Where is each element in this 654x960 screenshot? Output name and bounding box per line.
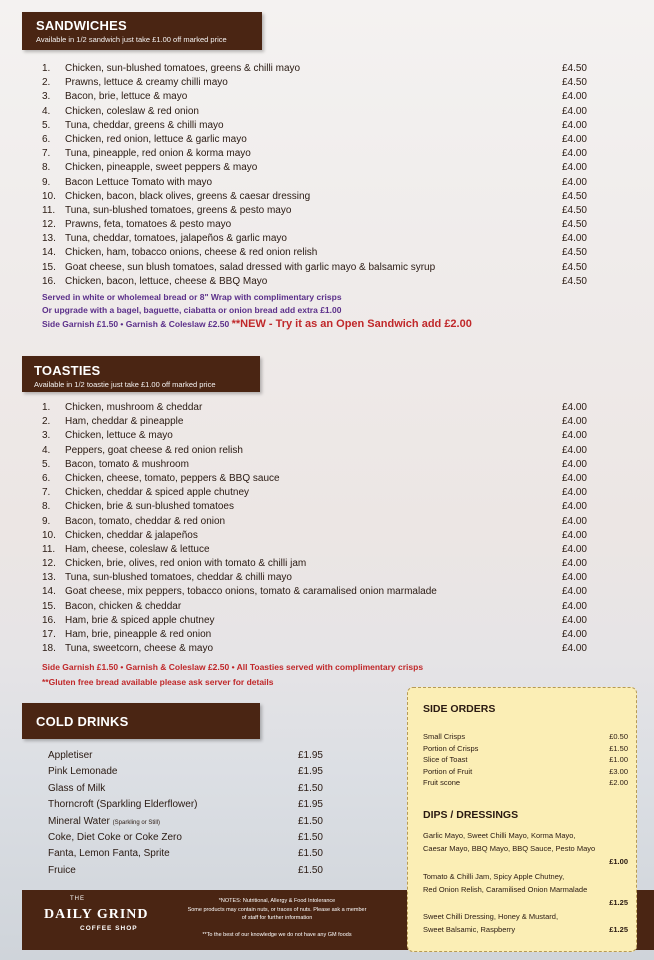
menu-item	[42, 246, 587, 260]
menu-item	[42, 600, 587, 614]
side-order-price: £1.50	[609, 743, 628, 753]
sandwiches-note-bread: Served in white or wholemeal bread or 8" Wrap with complimentary crisps	[42, 292, 342, 302]
item-price: £4.50	[561, 204, 587, 216]
item-name	[65, 133, 247, 147]
item-name	[65, 62, 300, 76]
item-name	[48, 814, 160, 831]
item-name	[65, 486, 249, 500]
side-order-name: Portion of Crisps	[423, 743, 479, 753]
item-number: 11.	[42, 204, 56, 216]
item-price: £1.50	[297, 864, 323, 876]
item-price: £1.50	[297, 848, 323, 860]
item-name-text: Appletiser	[48, 750, 93, 761]
item-name-text: Chicken, ham, tobacco onions, cheese & red onion relish	[65, 247, 318, 259]
item-name-text: Goat cheese, mix peppers, tobacco onions, tomato & caramalised onion marmalade	[65, 586, 437, 598]
item-price: £4.50	[561, 219, 587, 231]
item-number: 17.	[42, 629, 56, 640]
item-price: £4.00	[561, 133, 587, 145]
item-number: 3.	[42, 91, 51, 103]
item-price: £4.00	[561, 515, 587, 527]
item-number: 13.	[42, 572, 56, 584]
item-price: £4.00	[561, 529, 587, 541]
sandwiches-note-garnish	[42, 318, 472, 330]
dips-group-2-line-1: Tomato & Chilli Jam, Spicy Apple Chutney,	[423, 872, 565, 881]
item-price: £4.00	[561, 233, 587, 245]
sandwiches-header	[22, 12, 262, 50]
side-order-name: Fruit scone	[423, 778, 461, 788]
item-name-text: Chicken, brie & sun-blushed tomatoes	[65, 501, 234, 513]
menu-item	[42, 557, 587, 571]
item-name	[65, 147, 251, 161]
item-name-text: Chicken, mushroom & cheddar	[65, 402, 203, 413]
item-name	[65, 401, 202, 415]
logo-subtitle: COFFEE SHOP	[80, 925, 138, 932]
item-name	[65, 204, 291, 218]
item-name	[48, 781, 105, 798]
item-number: 6.	[42, 472, 51, 484]
menu-item	[42, 176, 587, 190]
item-name-text: Prawns, lettuce & creamy chilli mayo	[65, 77, 228, 89]
menu-item	[42, 458, 587, 472]
menu-item	[42, 190, 587, 204]
footer-note-2: Some products may contain nuts, or traces of nuts. Please ask a member	[187, 907, 367, 913]
menu-item	[48, 781, 323, 797]
dips-group-2	[423, 870, 628, 910]
menu-item	[42, 232, 587, 246]
toasties-note-garnish: Side Garnish £1.50 • Garnish & Coleslaw £2.50 • All Toasties served with complimentary crisps	[42, 662, 424, 672]
item-name	[65, 543, 210, 557]
item-name-text: Tuna, sun-blushed tomatoes, greens & pesto mayo	[65, 204, 292, 216]
menu-item	[42, 515, 587, 529]
dips-title: DIPS / DRESSINGS	[423, 809, 519, 821]
item-name	[65, 472, 280, 486]
item-price: £4.50	[561, 275, 587, 287]
menu-item	[48, 797, 323, 813]
item-name	[65, 600, 181, 614]
item-name-text: Chicken, bacon, lettuce, cheese & BBQ Mayo	[65, 275, 268, 287]
item-price: £4.00	[561, 402, 587, 413]
item-name	[65, 614, 215, 628]
menu-item	[42, 204, 587, 218]
item-name	[65, 232, 287, 246]
item-name	[48, 764, 118, 781]
item-name	[65, 176, 212, 190]
menu-item	[48, 764, 323, 780]
item-number: 7.	[42, 148, 51, 160]
menu-item	[42, 543, 587, 557]
menu-item	[42, 614, 587, 628]
item-number: 5.	[42, 119, 51, 131]
dips-group-2-line-2: Red Onion Relish, Caramilised Onion Marmalade	[423, 885, 588, 894]
item-name-text: Bacon, tomato, cheddar & red onion	[65, 515, 226, 527]
item-name-text: Chicken, red onion, lettuce & garlic mayo	[65, 133, 247, 145]
item-name	[65, 529, 198, 543]
item-name	[65, 218, 231, 232]
side-order-price: £0.50	[609, 732, 628, 741]
item-price: £1.50	[297, 782, 323, 794]
dips-group-3	[423, 910, 628, 940]
item-name	[65, 642, 213, 656]
item-price: £4.00	[561, 600, 587, 612]
cold-drinks-header	[22, 703, 260, 739]
item-price: £1.95	[297, 766, 323, 778]
item-name-text: Bacon, chicken & cheddar	[65, 600, 182, 612]
item-name	[65, 500, 234, 514]
item-number: 2.	[42, 77, 51, 89]
item-name-text: Ham, cheddar & pineapple	[65, 416, 184, 428]
menu-item	[42, 415, 587, 429]
item-number: 3.	[42, 430, 51, 442]
item-price: £4.00	[561, 148, 587, 160]
item-price: £4.00	[561, 643, 587, 655]
item-name	[65, 585, 437, 599]
menu-item	[48, 863, 323, 879]
item-price: £1.95	[297, 750, 323, 761]
sandwiches-note-garnish-text: Side Garnish £1.50 • Garnish & Coleslaw £2.50	[42, 319, 230, 329]
item-name	[65, 628, 211, 642]
item-name	[65, 246, 317, 260]
item-name-text: Mineral Water	[48, 815, 113, 827]
menu-item	[42, 642, 587, 656]
toasties-note-gluten: **Gluten free bread available please ask server for details	[42, 677, 274, 687]
item-name-text: Chicken, bacon, black olives, greens & caesar dressing	[65, 190, 311, 202]
item-note: (Sparkling or Still)	[112, 819, 161, 826]
item-price: £4.00	[561, 629, 587, 640]
item-name	[65, 571, 292, 585]
item-number: 1.	[42, 402, 51, 413]
sandwiches-note-upgrade: Or upgrade with a bagel, baguette, ciabatta or onion bread add extra £1.00	[42, 305, 342, 315]
menu-item	[42, 76, 587, 90]
item-number: 4.	[42, 105, 51, 117]
side-order-price: £1.00	[609, 755, 628, 765]
item-number: 6.	[42, 133, 51, 145]
toasties-list	[42, 401, 587, 656]
side-orders-list	[423, 731, 628, 789]
dips-group-1	[423, 829, 628, 869]
item-name-text: Coke, Diet Coke or Coke Zero	[48, 831, 182, 843]
side-orders-title: SIDE ORDERS	[423, 703, 496, 715]
menu-item	[42, 161, 587, 175]
item-price: £4.00	[561, 614, 587, 626]
item-name-text: Bacon, tomato & mushroom	[65, 458, 189, 470]
item-name-text: Fruice	[48, 864, 76, 876]
item-name	[65, 161, 257, 175]
item-name	[65, 105, 199, 119]
item-number: 13.	[42, 233, 56, 245]
side-order-item	[423, 777, 628, 789]
item-number: 9.	[42, 515, 51, 527]
item-price: £4.50	[561, 77, 587, 89]
side-order-item	[423, 743, 628, 755]
toasties-header	[22, 356, 260, 392]
item-number: 12.	[42, 558, 56, 570]
menu-item	[42, 119, 587, 133]
item-price: £4.50	[561, 261, 587, 273]
sandwiches-note-new: **NEW - Try it as an Open Sandwich add £2.00	[231, 318, 472, 330]
menu-item	[48, 830, 323, 846]
item-number: 16.	[42, 275, 56, 287]
menu-item	[42, 444, 587, 458]
item-number: 12.	[42, 219, 56, 231]
item-name-text: Bacon, brie, lettuce & mayo	[65, 91, 188, 103]
footer-note-4: **To the best of our knowledge we do not have any GM foods	[202, 932, 352, 938]
item-number: 7.	[42, 487, 51, 499]
toasties-subtitle: Available in 1/2 toastie just take £1.00 off marked price	[34, 380, 216, 389]
item-name-text: Glass of Milk	[48, 782, 106, 794]
item-name	[65, 444, 243, 458]
menu-item	[42, 529, 587, 543]
cold-drinks-list	[48, 748, 323, 879]
item-name	[65, 119, 224, 133]
item-name-text: Pink Lemonade	[48, 766, 118, 778]
item-number: 15.	[42, 600, 56, 612]
item-name-text: Tuna, sweetcorn, cheese & mayo	[65, 643, 214, 655]
item-price: £4.00	[561, 430, 587, 442]
item-price: £4.00	[561, 543, 587, 555]
item-number: 8.	[42, 162, 51, 174]
item-number: 10.	[42, 529, 56, 541]
item-price: £4.00	[561, 105, 587, 117]
dips-group-3-price: £1.25	[609, 925, 628, 934]
item-name-text: Chicken, cheddar & spiced apple chutney	[65, 487, 250, 499]
sandwiches-subtitle: Available in 1/2 sandwich just take £1.00 off marked price	[36, 35, 227, 44]
menu-item	[42, 571, 587, 585]
item-number: 11.	[42, 543, 56, 555]
item-price: £4.00	[561, 119, 587, 131]
item-price: £1.95	[297, 799, 323, 811]
toasties-title: TOASTIES	[34, 363, 101, 378]
side-orders-box	[407, 687, 637, 952]
item-number: 15.	[42, 261, 56, 273]
menu-item	[42, 585, 587, 599]
side-order-price: £3.00	[609, 766, 628, 776]
item-name	[48, 830, 182, 847]
menu-item	[42, 472, 587, 486]
item-name-text: Ham, brie & spiced apple chutney	[65, 614, 215, 626]
side-order-name: Slice of Toast	[423, 755, 468, 765]
dips-group-1-price: £1.00	[609, 857, 628, 866]
item-price: £4.00	[561, 558, 587, 570]
dips-group-1-line-1: Garlic Mayo, Sweet Chilli Mayo, Korma Mayo,	[423, 831, 576, 840]
item-name-text: Thorncroft (Sparkling Elderflower)	[48, 799, 198, 811]
item-name-text: Bacon Lettuce Tomato with mayo	[65, 176, 213, 188]
item-price: £4.00	[561, 487, 587, 499]
item-name	[65, 429, 173, 443]
item-name-text: Fanta, Lemon Fanta, Sprite	[48, 848, 170, 860]
item-price: £4.00	[561, 416, 587, 428]
item-name	[65, 415, 183, 429]
item-name	[65, 76, 228, 90]
menu-item	[42, 62, 587, 76]
item-name-text: Tuna, sun-blushed tomatoes, cheddar & chilli mayo	[65, 572, 292, 584]
side-order-item	[423, 731, 628, 743]
item-name	[48, 863, 76, 880]
menu-item	[42, 429, 587, 443]
item-price: £4.00	[561, 91, 587, 103]
dips-group-3-line-1: Sweet Chilli Dressing, Honey & Mustard,	[423, 912, 559, 921]
item-price: £4.50	[561, 190, 587, 202]
item-number: 14.	[42, 247, 56, 259]
item-name-text: Ham, brie, pineapple & red onion	[65, 629, 212, 640]
item-name-text: Tuna, pineapple, red onion & korma mayo	[65, 148, 251, 160]
item-name	[65, 190, 310, 204]
menu-item	[48, 748, 323, 764]
item-price: £4.00	[561, 586, 587, 598]
menu-item	[42, 218, 587, 232]
item-name-text: Tuna, cheddar, greens & chilli mayo	[65, 119, 224, 131]
menu-item	[42, 147, 587, 161]
item-price: £1.50	[297, 815, 323, 827]
item-name-text: Chicken, coleslaw & red onion	[65, 105, 199, 117]
item-price: £4.00	[561, 162, 587, 174]
item-number: 5.	[42, 458, 51, 470]
item-name-text: Chicken, brie, olives, red onion with tomato & chilli jam	[65, 558, 307, 570]
item-name-text: Chicken, cheese, tomato, peppers & BBQ sauce	[65, 472, 280, 484]
dips-group-2-price: £1.25	[609, 898, 628, 907]
item-price: £4.00	[561, 472, 587, 484]
item-number: 4.	[42, 444, 51, 456]
item-number: 1.	[42, 63, 51, 74]
item-name-text: Goat cheese, sun blush tomatoes, salad dressed with garlic mayo & balsamic syrup	[65, 261, 436, 273]
menu-item	[42, 500, 587, 514]
item-number: 18.	[42, 643, 56, 655]
menu-item	[48, 846, 323, 862]
item-name-text: Peppers, goat cheese & red onion relish	[65, 444, 243, 456]
menu-item	[42, 105, 587, 119]
item-price: £4.50	[561, 63, 587, 74]
item-name-text: Chicken, sun-blushed tomatoes, greens & chilli mayo	[65, 63, 301, 74]
item-price: £4.50	[561, 247, 587, 259]
side-order-item	[423, 754, 628, 766]
item-name-text: Ham, cheese, coleslaw & lettuce	[65, 543, 210, 555]
menu-item	[48, 814, 323, 830]
logo-name: DAILY GRIND	[44, 907, 149, 922]
dips-group-3-line-2: Sweet Balsamic, Raspberry	[423, 925, 516, 934]
footer-note-1: *NOTES: Nutritional, Allergy & Food Intolerance	[218, 898, 336, 904]
item-name	[65, 515, 225, 529]
item-number: 14.	[42, 586, 56, 598]
item-name	[65, 90, 187, 104]
footer-note-3: of staff for further information	[241, 915, 313, 921]
dips-group-1-line-2: Caesar Mayo, BBQ Mayo, BBQ Sauce, Pesto Mayo	[423, 844, 596, 853]
sandwiches-title: SANDWICHES	[36, 18, 127, 33]
side-order-name: Portion of Fruit	[423, 766, 473, 776]
item-price: £4.00	[561, 176, 587, 188]
menu-item	[42, 401, 587, 415]
item-name	[65, 557, 306, 571]
sandwiches-list	[42, 62, 587, 289]
item-name	[65, 275, 267, 289]
item-number: 8.	[42, 501, 51, 513]
item-name-text: Chicken, lettuce & mayo	[65, 430, 173, 442]
item-name-text: Chicken, pineapple, sweet peppers & mayo	[65, 162, 258, 174]
item-price: £4.00	[561, 458, 587, 470]
item-name	[48, 797, 198, 814]
side-order-price: £2.00	[609, 778, 628, 788]
side-order-name: Small Crisps	[423, 732, 466, 741]
item-name	[48, 748, 92, 765]
item-name	[65, 261, 435, 275]
item-name	[65, 458, 189, 472]
item-price: £4.00	[561, 501, 587, 513]
item-number: 9.	[42, 176, 51, 188]
menu-item	[42, 275, 587, 289]
item-number: 2.	[42, 416, 51, 428]
menu-item	[42, 486, 587, 500]
cold-drinks-title: COLD DRINKS	[36, 714, 129, 729]
item-number: 16.	[42, 614, 56, 626]
menu-item	[42, 90, 587, 104]
item-name-text: Prawns, feta, tomatoes & pesto mayo	[65, 219, 232, 231]
menu-item	[42, 628, 587, 642]
item-name-text: Chicken, cheddar & jalapeños	[65, 529, 198, 541]
item-price: £4.00	[561, 572, 587, 584]
item-price: £1.50	[297, 831, 323, 843]
item-name-text: Tuna, cheddar, tomatoes, jalapeños & garlic mayo	[65, 233, 287, 245]
menu-item	[42, 261, 587, 275]
item-name	[48, 846, 170, 863]
menu-item	[42, 133, 587, 147]
side-order-item	[423, 766, 628, 778]
logo-the: THE	[70, 896, 85, 902]
item-number: 10.	[42, 190, 56, 202]
item-price: £4.00	[561, 444, 587, 456]
